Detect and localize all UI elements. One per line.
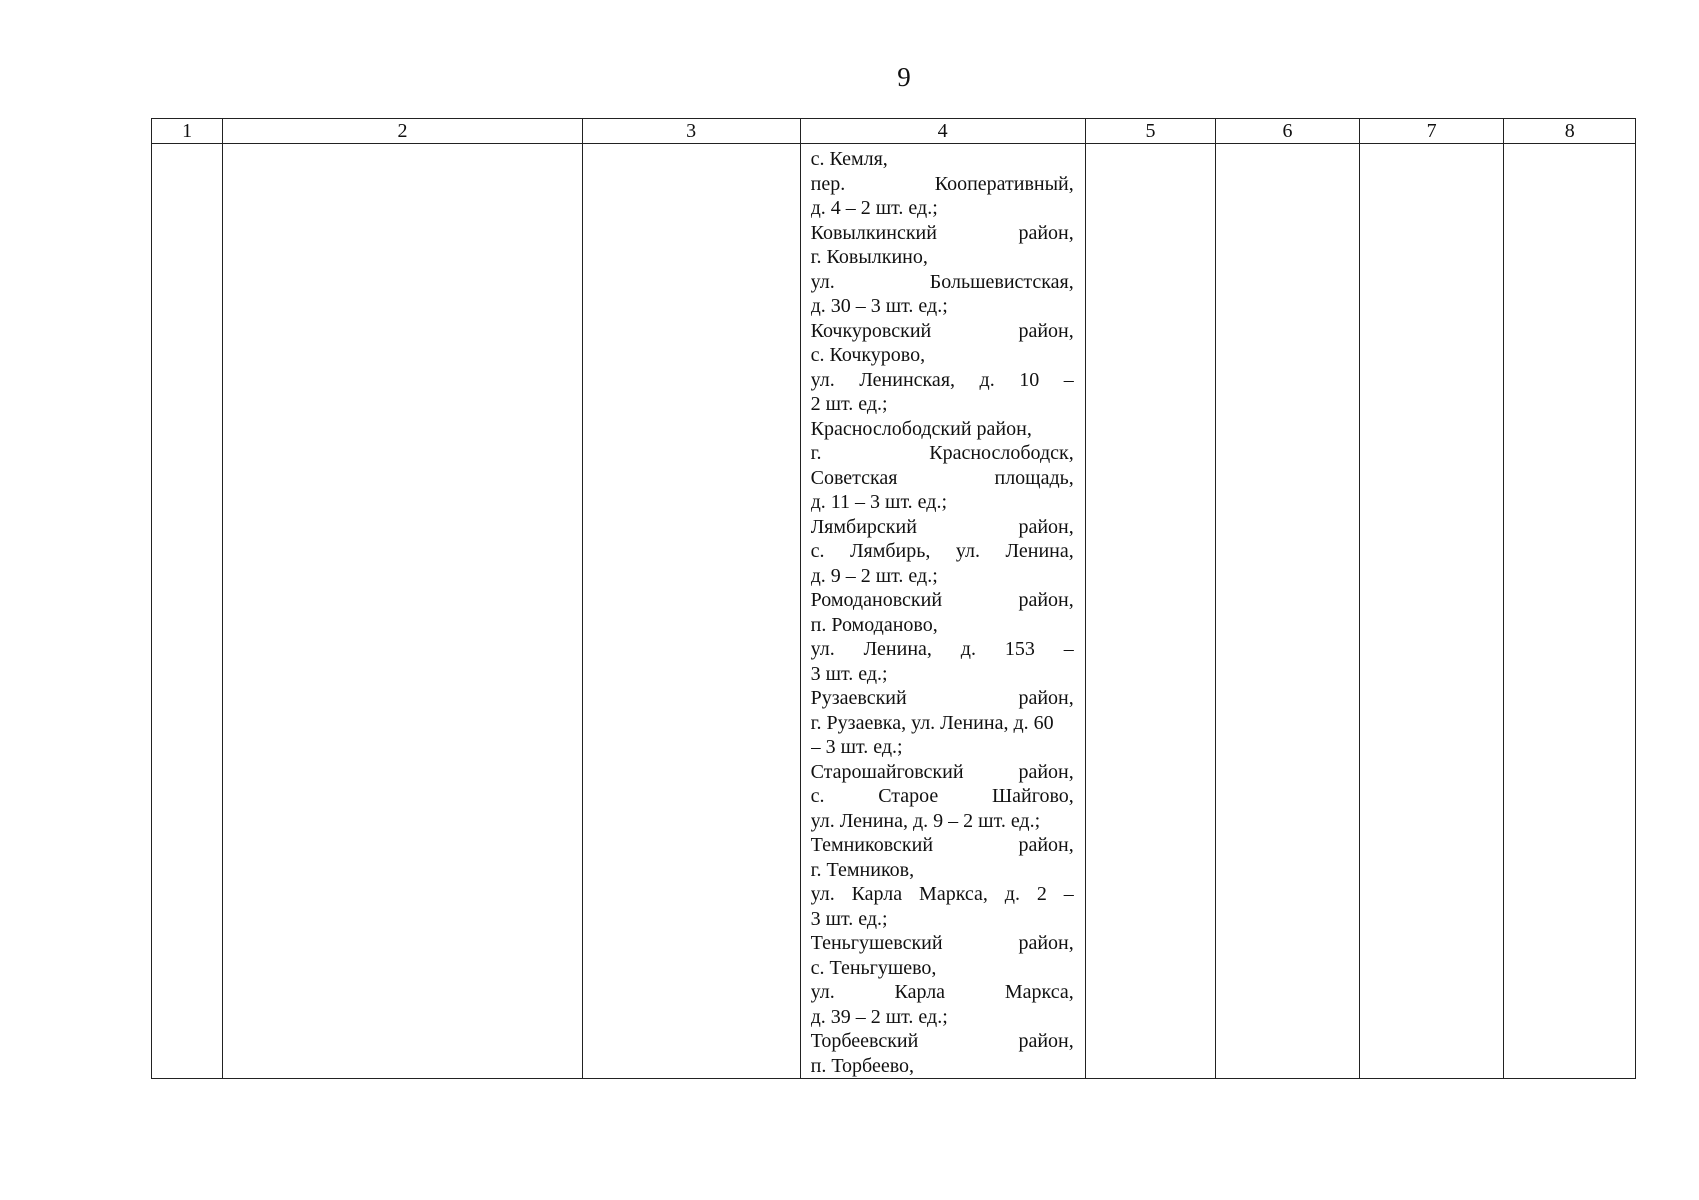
page-number: 9 [897,62,911,92]
cell-col-5 [1085,144,1216,1079]
address-line: д. 30 – 3 шт. ед.; [810,295,948,317]
address-line: д. 9 – 2 шт. ед.; [810,564,938,587]
address-line: с. Кочкурово, [810,344,926,366]
address-line: Советская площадь, [810,466,1074,489]
address-line: Краснослободский район, [810,417,1032,440]
address-line: – 3 шт. ед.; [810,736,903,758]
address-line: д. 4 – 2 шт. ед.; [810,197,938,219]
address-line: г. Темников, [810,858,915,881]
address-line: Ромодановский район, [810,589,1074,611]
header-row [152,119,1636,144]
address-line: Ковылкинский район, [810,221,1074,244]
cell-col-2 [223,144,582,1079]
address-line: Рузаевский район, [810,687,1074,709]
address-line: Кочкуровский район, [810,319,1074,342]
address-line: ул. Ленинская, д. 10 – [810,368,1074,391]
address-line: д. 39 – 2 шт. ед.; [810,1005,948,1028]
address-line: Старошайговский район, [810,760,1074,783]
address-line: 3 шт. ед.; [810,662,888,685]
address-line: д. 11 – 3 шт. ед.; [810,491,948,513]
column-header-4: 4 [800,119,1085,144]
column-header-3: 3 [582,119,800,144]
column-header-2: 2 [223,119,582,144]
table-row [152,144,1636,1079]
address-line: ул. Большевистская, [810,270,1074,293]
cell-col-3 [582,144,800,1079]
address-line: 2 шт. ед.; [810,393,888,415]
address-line: ул. Ленина, д. 153 – [810,638,1074,660]
address-line: Торбеевский район, [810,1030,1074,1052]
address-line: с. Кемля, [810,148,888,170]
column-header-6: 6 [1216,119,1360,144]
data-table [151,118,1636,1079]
address-cell [800,144,1085,1079]
address-line: п. Ромоданово, [810,613,938,636]
column-header-5: 5 [1085,119,1216,144]
address-line: ул. Карла Маркса, д. 2 – [810,883,1074,905]
cell-col-7 [1359,144,1504,1079]
address-line: г. Рузаевка, ул. Ленина, д. 60 [810,711,1054,734]
column-header-8: 8 [1504,119,1636,144]
column-header-7: 7 [1359,119,1504,144]
address-line: пер. Кооперативный, [810,172,1074,195]
address-line: 3 шт. ед.; [810,907,888,930]
address-line: с. Лямбирь, ул. Ленина, [810,540,1074,562]
cell-col-1 [152,144,223,1079]
address-line: г. Краснослободск, [810,442,1074,464]
address-line: Теньгушевский район, [810,932,1074,954]
address-line: с. Теньгушево, [810,956,937,979]
address-line: с. Старое Шайгово, [810,785,1074,807]
column-header-1: 1 [152,119,223,144]
address-line: п. Торбеево, [810,1054,914,1077]
address-line: ул. Карла Маркса, [810,981,1074,1003]
address-line: Лямбирский район, [810,515,1074,538]
address-list [811,147,1074,1078]
address-line: г. Ковылкино, [810,246,928,268]
address-line: ул. Ленина, д. 9 – 2 шт. ед.; [810,809,1041,832]
cell-col-6 [1216,144,1360,1079]
address-line: Темниковский район, [810,834,1074,856]
cell-col-8 [1504,144,1636,1079]
